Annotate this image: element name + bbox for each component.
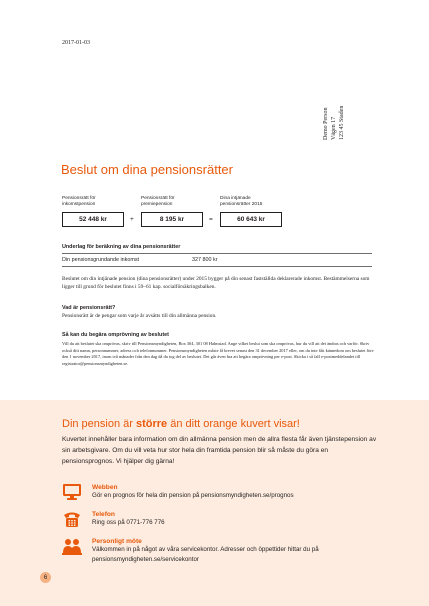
promo-title	[62, 418, 300, 430]
what-heading: Vad är pensionsrätt?	[62, 305, 116, 311]
label-line: Pensionsrätt för	[141, 196, 175, 201]
label-line: inkomstpension	[62, 201, 96, 207]
income-pension-value: 52 448 kr	[62, 212, 124, 227]
recipient-name: Demo Person	[323, 107, 329, 140]
letter-date: 2017-01-03	[62, 40, 90, 46]
divider	[62, 253, 372, 254]
label-line: pensionsrätter 2015	[220, 201, 263, 207]
label-line: Dina intjänade	[220, 196, 251, 201]
total-rights-value: 60 643 kr	[220, 212, 282, 227]
label-line: Pensionsrätt för	[62, 196, 96, 201]
divider	[62, 266, 372, 267]
meeting-text: Välkommen in på något av våra servicekontor. Adresser och öppettider hittar du på pensionsmyndigheten.se/servicekontor	[92, 546, 319, 563]
web-text: Gör en prognos för hela din pension på pensionsmyndigheten.se/prognos	[92, 492, 294, 499]
page-title: Beslut om dina pensionsrätter	[61, 162, 233, 177]
promo-title-pre: Din pension är	[62, 418, 136, 430]
premium-pension-label	[141, 196, 175, 207]
meeting-icon	[62, 537, 82, 562]
total-rights-label	[220, 196, 262, 207]
telephone-icon	[62, 510, 82, 533]
promo-title-bold: större	[136, 418, 168, 430]
promo-title-post: än ditt orange kuvert visar!	[167, 418, 300, 430]
equals-sign: =	[209, 216, 213, 223]
recipient-city: 123 45 Staden	[339, 105, 345, 140]
phone-heading: Telefon	[92, 511, 115, 518]
premium-pension-value: 8 195 kr	[141, 212, 203, 227]
computer-icon	[62, 483, 82, 506]
meeting-heading: Personligt möte	[92, 538, 142, 545]
basis-value: 327 800 kr	[192, 257, 218, 263]
review-heading: Så kan du begära omprövning av beslutet	[62, 332, 169, 338]
decision-paragraph: Beslutet om din intjänade pension (dina pensionsrätter) under 2015 bygger på din senast fastställda deklarerade inkomst. Bestämmelserna som ligger till grund för beslutet finns i 59–61 kap. socialförsäkringsbalken.	[62, 276, 370, 290]
promo-body: Kuvertet innehåller bara information om din allmänna pension men de allra flesta får även tjänstepension av sin arbetsgivare. Om du vill veta hur stor hela din framtida pension blir så måste du göra en pensionsprognos. Vi hjälper dig gärna!	[62, 436, 377, 465]
web-heading: Webben	[92, 484, 118, 491]
what-text: Pensionsrätt är de pengar som varje år avsätts till din allmänna pension.	[62, 313, 217, 319]
review-text: Vill du att beslutet ska omprövas, skriv till Pensionsmyndigheten, Box 304, 301 08 Halmstad. Ange vilket beslut som ska omprövas, hur du vill att det ändras och varför. Skriv också ditt namn, personnummer, adress och telefonnummer. Pensionsmyndigheten måste få brevet senast den 31 december 2017 eller, om du inte fått kännedom om beslutet före den 1 november 2017, inom två månader från den dag då du tog del av beslutet. Det går även bra att begära omprövning per e-post. Skicka i så fall e-postmeddelandet till registrator@pensionsmyndigheten.se.	[62, 341, 374, 366]
basis-heading: Underlag för beräkning av dina pensionsrätter	[62, 244, 181, 250]
basis-label: Din pensionsgrundande inkomst	[62, 257, 140, 263]
recipient-street: Vägen 17	[331, 116, 337, 140]
page-number: 6	[40, 572, 51, 583]
label-line: premiepension	[141, 201, 173, 207]
recipient-address	[322, 100, 370, 140]
plus-sign: +	[130, 216, 134, 223]
income-pension-label	[62, 196, 96, 207]
phone-text: Ring oss på 0771-776 776	[92, 519, 165, 526]
